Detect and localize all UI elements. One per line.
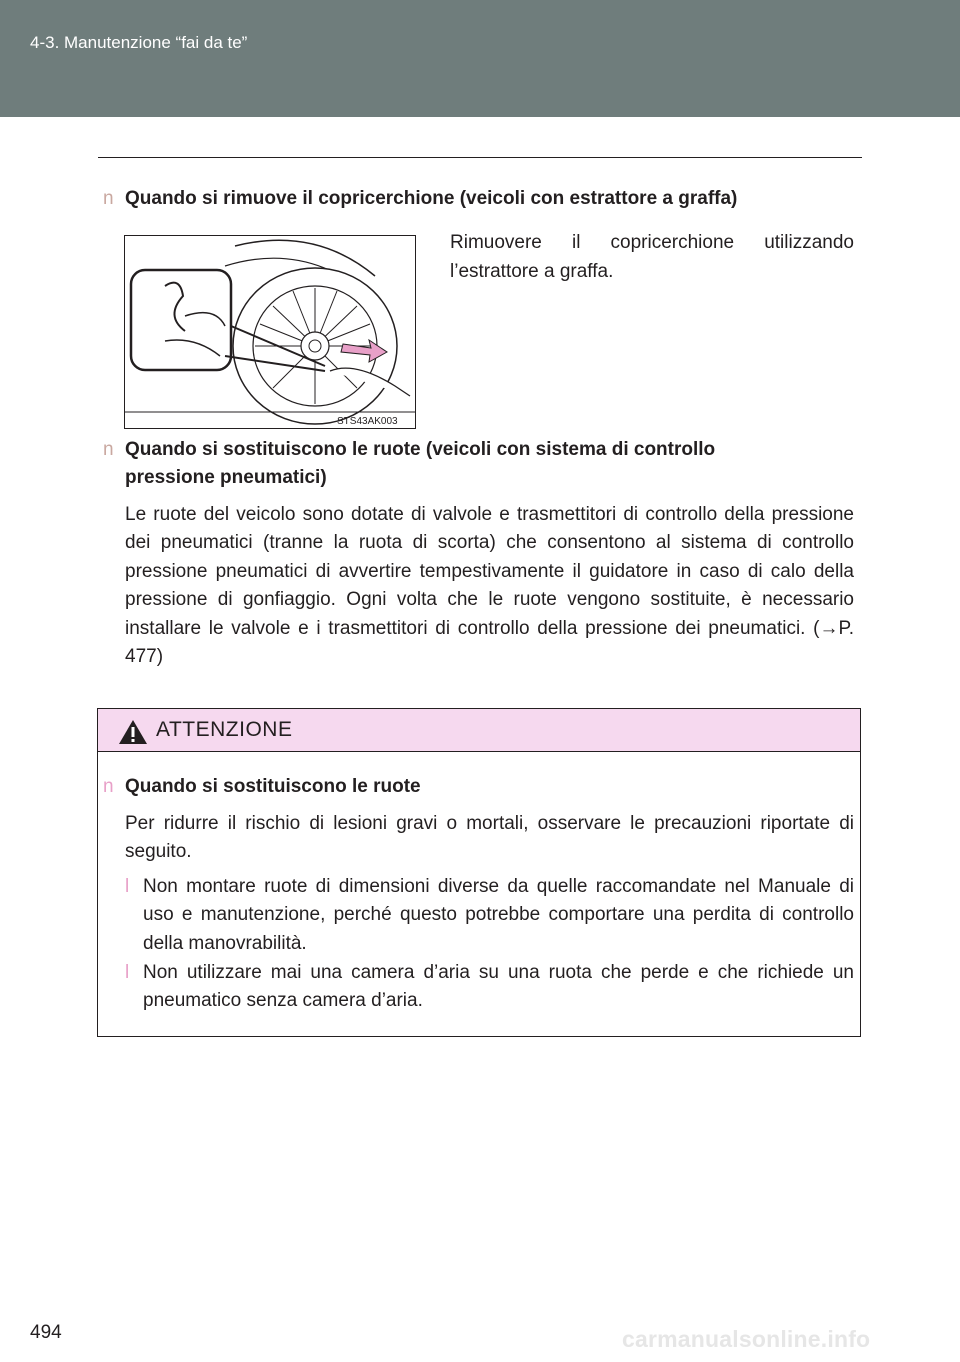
list-item: [125, 959, 854, 1016]
list-item-text: Non montare ruote di dimensioni diverse da quelle raccomandate nel Manuale di uso e manutenzione, perché questo potrebbe comportare una perdita di controllo della manovrabilità.: [143, 876, 854, 954]
list-item: [125, 873, 854, 958]
warning-subheading: [103, 776, 421, 798]
heading-text-line2: pressione pneumatici): [125, 467, 327, 488]
warning-subheading-text: Quando si sostituiscono le ruote: [125, 776, 421, 797]
tpms-paragraph: Le ruote del veicolo sono dotate di valvole e trasmettitori di controllo della pressione dei pneumatici (tranne la ruota di scorta) che consentono al sistema di controllo pressione pneumatici di avvertire tempestivamente il guidatore in caso di calo della pressione di gonfiaggio. Ogni volta che le ruote vengono sostituite, è necessario installare le valvole e i trasmettitori di controllo della pressione dei pneumatici. (→P. 477): [125, 504, 854, 668]
list-bullet-icon: l: [125, 876, 130, 897]
bullet-icon: n: [103, 439, 114, 460]
warning-box: [97, 708, 861, 1037]
list-bullet-icon: l: [125, 962, 130, 983]
heading-text-line1: Quando si sostituiscono le ruote (veicoli con sistema di controllo: [125, 439, 716, 460]
heading-text: Quando si rimuove il copricerchione (veicoli con estrattore a graffa): [125, 188, 738, 209]
warning-header: [98, 709, 860, 752]
wheel-illustration: [125, 236, 415, 428]
section-heading-hubcap: [103, 185, 855, 213]
list-item-text: Non utilizzare mai una camera d’aria su una ruota che perde e che richiede un pneumatico senza camera d’aria.: [143, 962, 854, 1012]
hubcap-removal-illustration: [124, 235, 416, 429]
section-heading-wheels: [103, 436, 855, 492]
section-title: 4-3. Manutenzione “fai da te”: [30, 33, 248, 52]
warning-paragraph: Per ridurre il rischio di lesioni gravi o mortali, osservare le precauzioni riportate di seguito.: [125, 813, 854, 863]
warning-triangle-icon: [118, 719, 148, 745]
figure-code: STS43AK003: [337, 416, 398, 427]
figure-caption: Rimuovere il copricerchione utilizzando l’estrattore a graffa.: [450, 232, 854, 282]
page-number: 494: [30, 1322, 62, 1343]
bullet-icon: n: [103, 776, 114, 797]
warning-title: ATTENZIONE: [156, 718, 293, 741]
bullet-icon: n: [103, 188, 114, 209]
divider: [98, 157, 862, 158]
page-header: [0, 0, 960, 117]
watermark: carmanualsonline.info: [622, 1326, 871, 1352]
